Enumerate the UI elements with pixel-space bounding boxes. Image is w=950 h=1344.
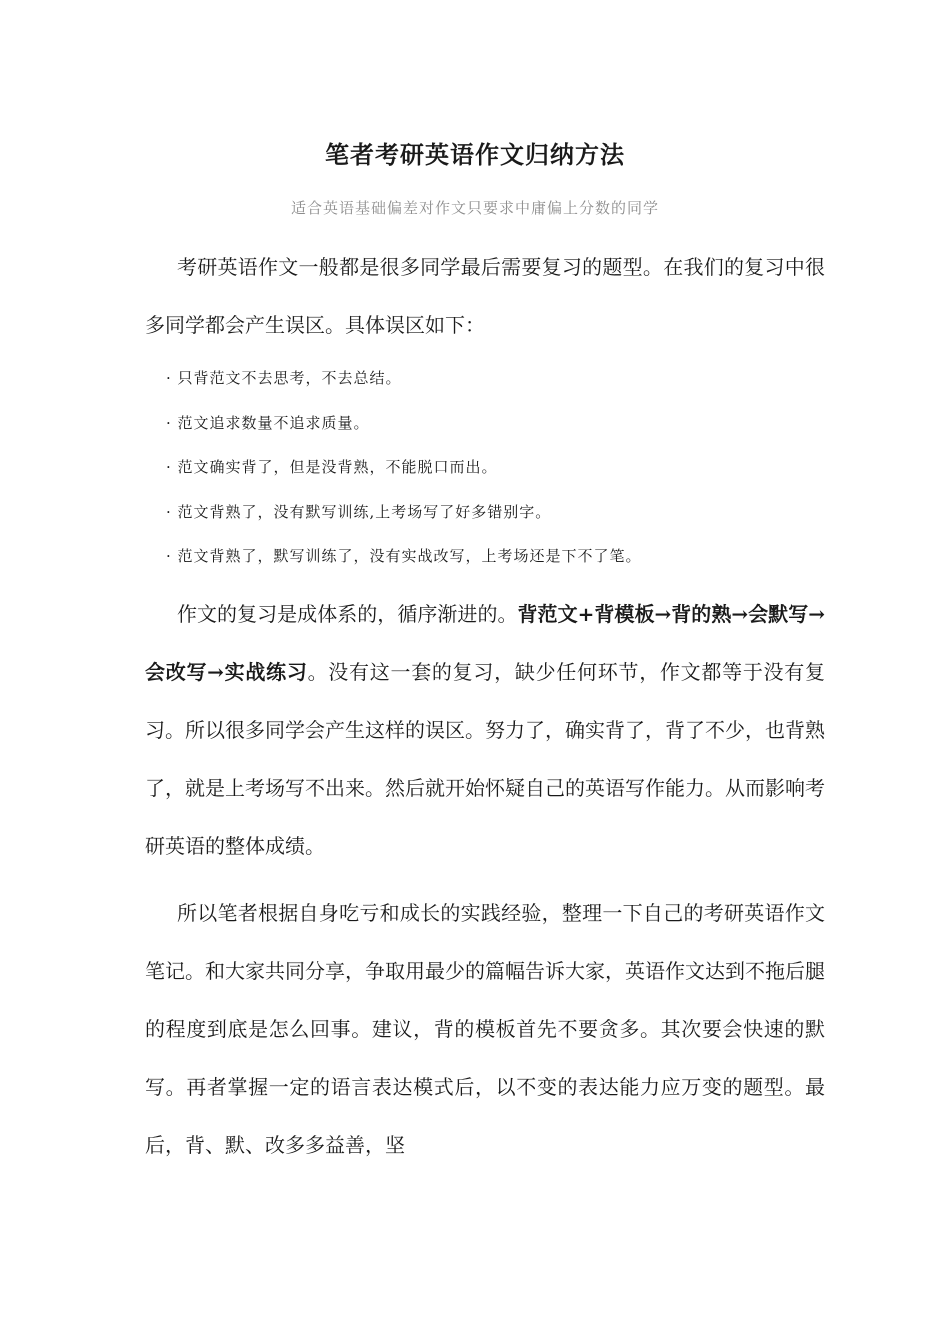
method-paragraph [145,585,825,875]
method-paragraph-end: 。没有这一套的复习，缺少任何环节，作文都等于没有复习。所以很多同学会产生这样的误区。努力了，确实背了，背了不少，也背熟了，就是上考场写不出来。然后就开始怀疑自己的英语写作能力。从而影响考研英语的整体成绩。 [145,660,826,858]
list-item: · 范文背熟了，默写训练了，没有实战改写，上考场还是下不了笔。 [166,547,642,565]
list-item: · 只背范文不去思考，不去总结。 [166,369,402,387]
list-item: · 范文确实背了，但是没背熟，不能脱口而出。 [166,458,498,476]
list-item: · 范文追求数量不追求质量。 [166,413,370,432]
document-title: 笔者考研英语作文归纳方法 [325,140,625,169]
document-subtitle: 适合英语基础偏差对作文只要求中庸偏上分数的同学 [290,199,659,217]
method-steps-highlight: 背范文+背模板→背的熟→会默写→会改写→实战练习 [145,602,826,684]
method-paragraph-start: 作文的复习是成体系的，循序渐进的。 [177,602,518,626]
list-item: · 范文背熟了，没有默写训练,上考场写了好多错别字。 [166,502,552,521]
mistake-list [166,356,826,579]
advice-paragraph: 所以笔者根据自身吃亏和成长的实践经验，整理一下自己的考研英语作文笔记。和大家共同分享，争取用最少的篇幅告诉大家，英语作文达到不拖后腿的程度到底是怎么回事。建议，背的模板首先不要贪多。其次要会快速的默写。再者掌握一定的语言表达模式后，以不变的表达能力应万变的题型。最后，背、默、改多多益善，坚 [145,901,825,1157]
intro-paragraph: 考研英语作文一般都是很多同学最后需要复习的题型。在我们的复习中很多同学都会产生误区。具体误区如下： [145,255,825,337]
